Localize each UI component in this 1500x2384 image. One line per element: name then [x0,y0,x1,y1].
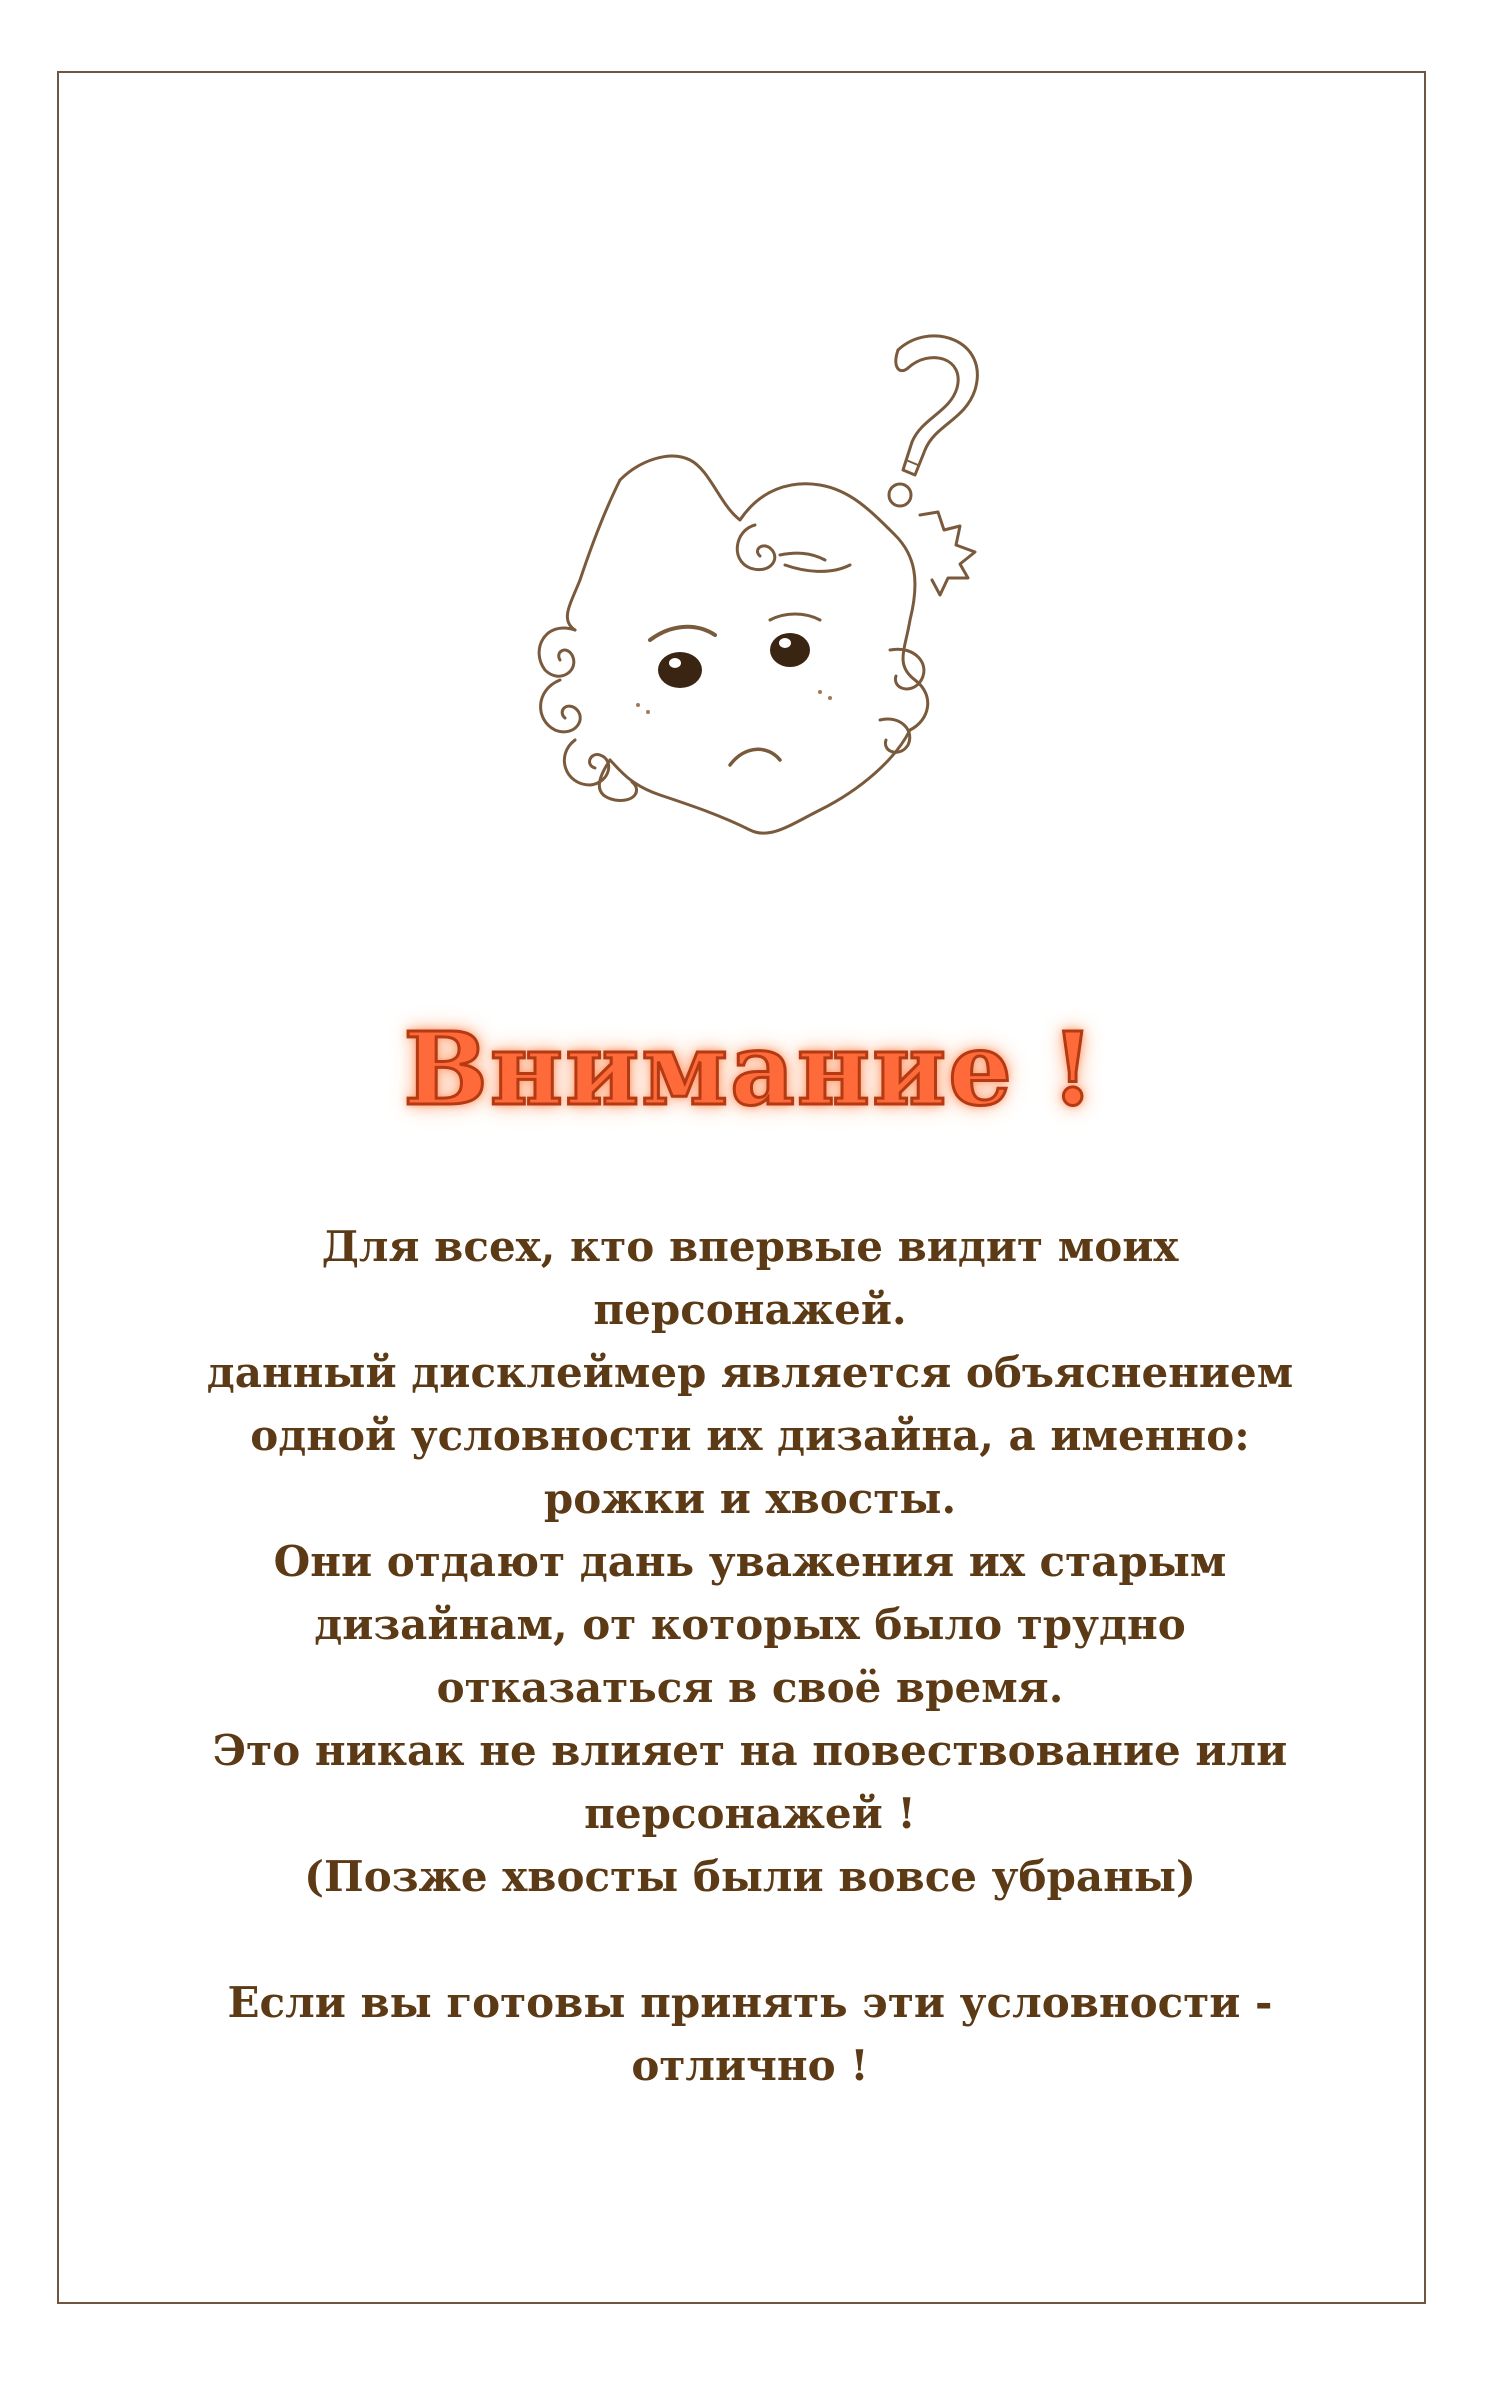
disclaimer-line: одной условности их дизайна, а именно: [250,1411,1250,1460]
disclaimer-line: персонажей ! [584,1789,916,1838]
disclaimer-line: дизайнам, от которых было трудно [314,1600,1186,1649]
disclaimer-line: персонажей. [593,1285,907,1334]
disclaimer-line: отказаться в своё время. [436,1663,1064,1712]
disclaimer-text [160,1215,1340,2097]
closing-line: Если вы готовы принять эти условности - [227,1978,1273,2027]
paragraph-spacer [160,1908,1340,1971]
disclaimer-line: (Позже хвосты были вовсе убраны) [304,1852,1196,1901]
disclaimer-line: Это никак не влияет на повествование или [212,1726,1288,1775]
disclaimer-line: данный дисклеймер является объяснением [206,1348,1294,1397]
disclaimer-line: Они отдают дань уважения их старым [273,1537,1227,1586]
disclaimer-line: Для всех, кто впервые видит моих [321,1222,1179,1271]
closing-line: отлично ! [631,2041,869,2090]
warning-title: Внимание ! [403,1010,1097,1128]
confused-face-with-question-mark-icon [520,320,1020,860]
disclaimer-line: рожки и хвосты. [543,1474,957,1523]
